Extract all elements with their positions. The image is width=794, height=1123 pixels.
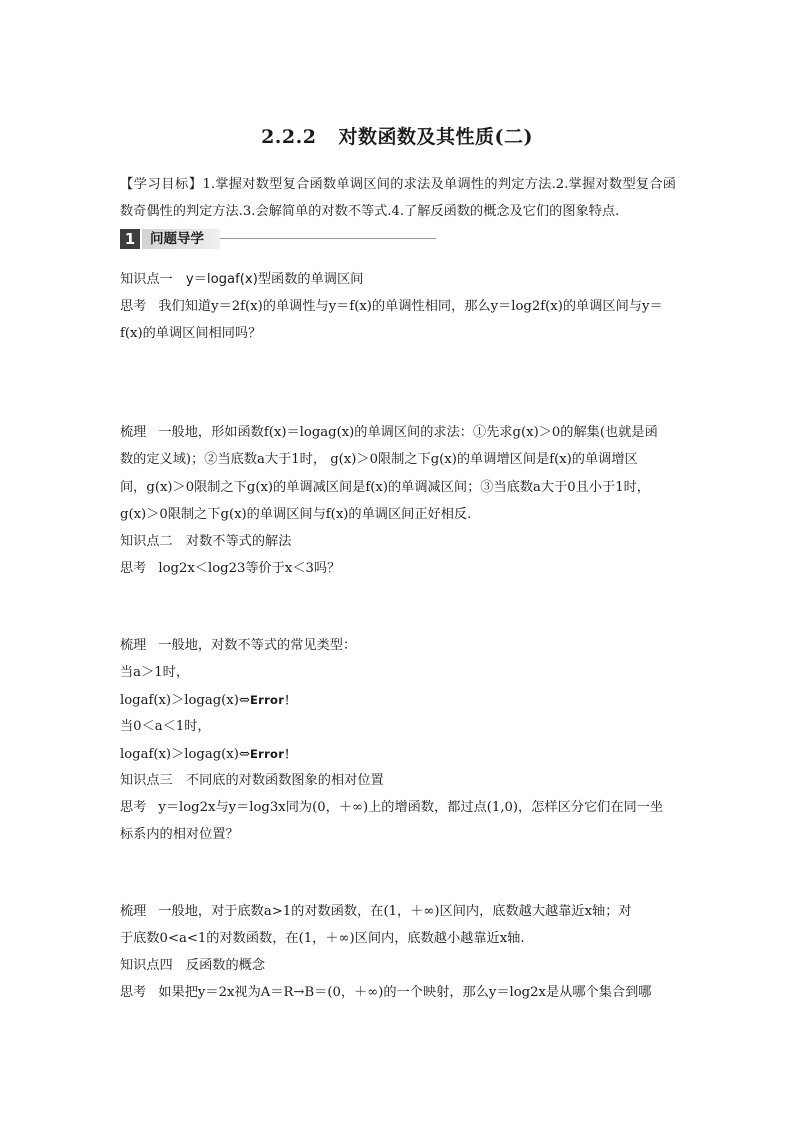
- kp1-sort-line-2: 数的定义域)；②当底数a大于1时， g(x)＞0限制之下g(x)的单调增区间是f(x)的单调增区: [120, 452, 638, 467]
- kp2-case-2-ineq-text: logaf(x)＞logag(x)⇔: [120, 747, 250, 762]
- kp2-heading: 知识点二 对数不等式的解法: [120, 534, 292, 549]
- kp3-sort-label: 梳理: [120, 904, 147, 919]
- kp1-sort-line-4: g(x)＞0限制之下g(x)的单调区间与f(x)的单调区间正好相反.: [120, 507, 472, 522]
- kp4-think-label: 思考: [120, 985, 147, 1000]
- error-placeholder-2: Error！: [249, 747, 297, 761]
- section-divider: [220, 238, 436, 239]
- kp1-think-text-1: 我们知道y＝2f(x)的单调性与y＝f(x)的单调性相同，那么y＝log2f(x)的单调区间与y＝: [158, 299, 663, 314]
- kp1-sort-line-1: [120, 423, 658, 443]
- kp3-think-text-1: y＝log2x与y＝log3x同为(0，＋∞)上的增函数，都过点(1,0)，怎样区分它们在同一坐: [158, 800, 664, 815]
- kp2-sort-label: 梳理: [120, 638, 147, 653]
- kp3-sort-text-1: 一般地，对于底数a>1的对数函数，在(1，＋∞)区间内，底数越大越靠近x轴；对: [158, 904, 632, 919]
- kp2-case-1: 当a＞1时，: [120, 665, 190, 680]
- title-text: 对数函数及其性质(二): [338, 126, 533, 148]
- kp2-case-2-inequality: [120, 744, 296, 765]
- objectives-text: 1.掌握对数型复合函数单调区间的求法及单调性的判定方法.2.掌握对数型复合函数奇偶性的判定方法.3.会解简单的对数不等式.4.了解反函数的概念及它们的图象特点.: [120, 177, 676, 219]
- learning-objectives: [120, 171, 676, 225]
- kp1-think-label: 思考: [120, 299, 147, 314]
- kp3-sort-line-2: 于底数0<a<1的对数函数，在(1，＋∞)区间内，底数越小越靠近x轴.: [120, 931, 525, 946]
- page-title: [0, 122, 794, 149]
- kp3-sort-line-1: [120, 902, 632, 922]
- kp3-think-line-2: 标系内的相对位置？: [120, 827, 239, 842]
- kp1-think-line-2: f(x)的单调区间相同吗？: [120, 326, 262, 341]
- kp1-sort-label: 梳理: [120, 425, 147, 440]
- kp4-think-line-1: [120, 983, 651, 1003]
- error-placeholder-1: Error！: [249, 693, 297, 707]
- kp1-heading: 知识点一 y＝logaf(x)型函数的单调区间: [120, 272, 364, 287]
- kp3-heading: 知识点三 不同底的对数函数图象的相对位置: [120, 773, 384, 788]
- kp2-sort-line-1: [120, 636, 356, 656]
- kp3-think-line-1: [120, 798, 663, 818]
- kp2-case-1-ineq-text: logaf(x)＞logag(x)⇔: [120, 693, 250, 708]
- kp2-case-2: 当0＜a＜1时，: [120, 719, 211, 734]
- section-label-bar: [142, 229, 220, 249]
- section-label: 问题导学: [150, 231, 204, 247]
- kp4-think-text-1: 如果把y＝2x视为A＝R→B＝(0，＋∞)的一个映射，那么y＝log2x是从哪个集合到哪: [158, 985, 652, 1000]
- kp3-think-label: 思考: [120, 800, 147, 815]
- kp4-heading: 知识点四 反函数的概念: [120, 958, 266, 973]
- kp2-think-line-1: [120, 559, 340, 579]
- kp1-sort-line-3: 间，g(x)＞0限制之下g(x)的单调减区间是f(x)的单调减区间；③当底数a大于0且小于1时，: [120, 480, 650, 495]
- kp1-think-line-1: [120, 297, 663, 317]
- title-number: 2.2.2: [261, 126, 317, 148]
- objectives-label: 【学习目标】: [120, 177, 203, 192]
- kp2-think-label: 思考: [120, 561, 147, 576]
- kp2-case-1-inequality: [120, 690, 296, 711]
- kp2-think-text-1: log2x＜log23等价于x＜3吗？: [158, 561, 341, 576]
- kp2-sort-text-1: 一般地，对数不等式的常见类型：: [158, 638, 357, 653]
- kp1-sort-text-1: 一般地，形如函数f(x)＝logag(x)的单调区间的求法：①先求g(x)＞0的解集(也就是函: [158, 425, 658, 440]
- section-number-badge: 1: [120, 229, 140, 249]
- section-banner: [120, 229, 440, 249]
